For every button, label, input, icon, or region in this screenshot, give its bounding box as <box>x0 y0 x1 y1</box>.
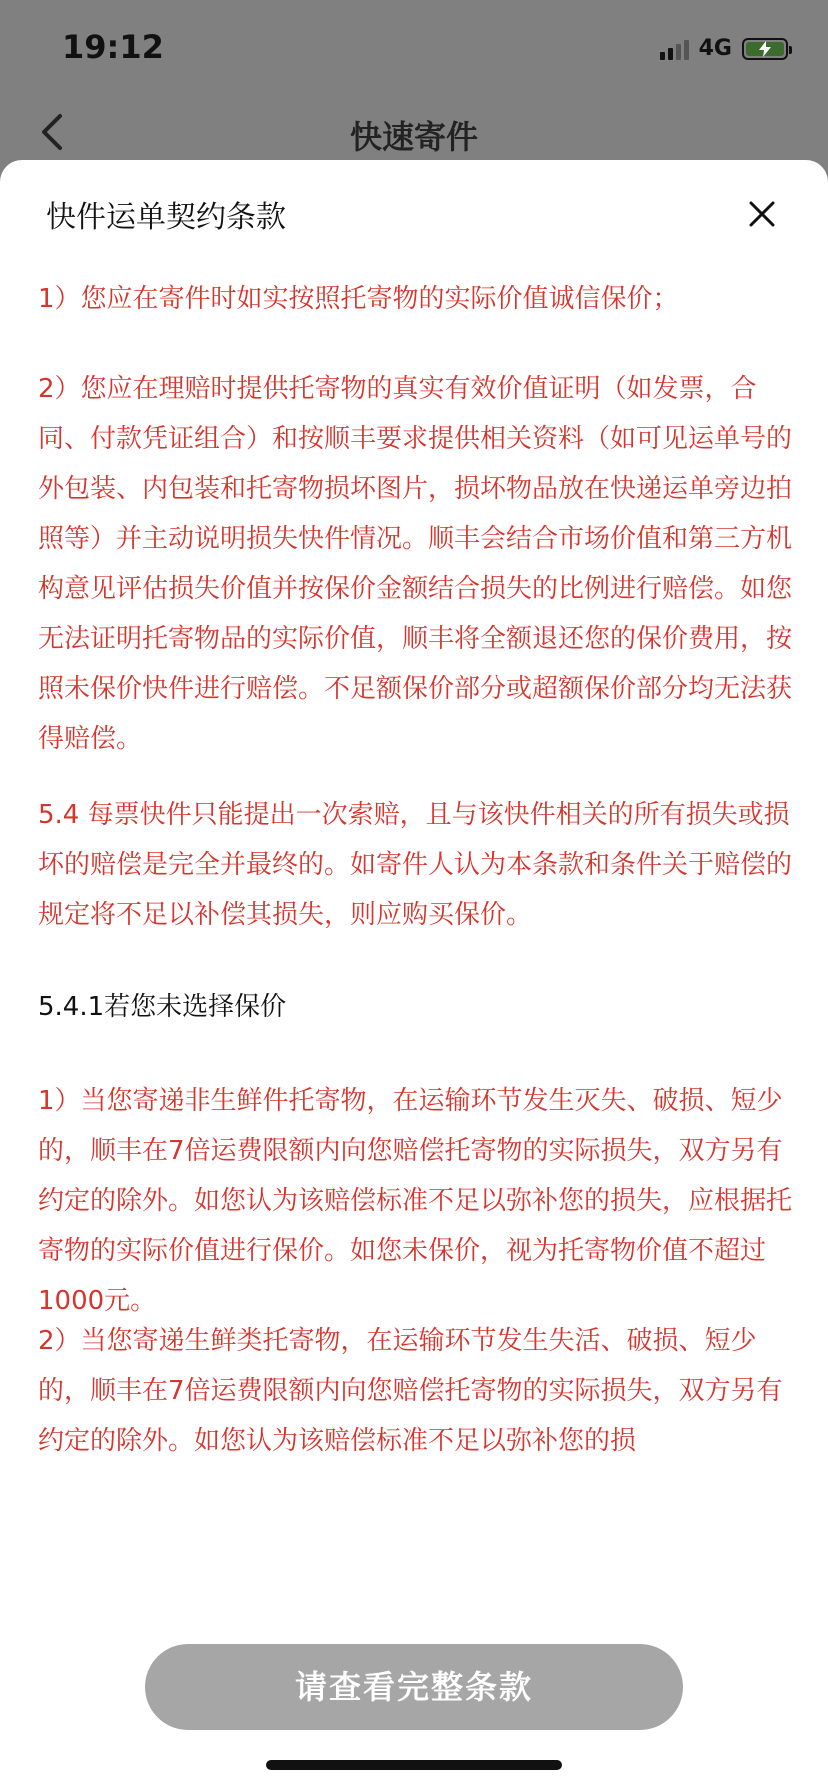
status-bar <box>0 0 828 100</box>
terms-paragraph: 2）当您寄递生鲜类托寄物，在运输环节发生失活、破损、短少的，顺丰在7倍运费限额内向您赔偿托寄物的实际损失，双方另有约定的除外。如您认为该赔偿标准不足以弥补您的损 <box>38 1326 783 1456</box>
terms-paragraph: 5.4 每票快件只能提出一次索赔，且与该快件相关的所有损失或损坏的赔偿是完全并最终的。如寄件人认为本条款和条件关于赔偿的规定将不足以补偿其损失，则应购买保价。 <box>38 800 793 930</box>
terms-paragraph: 1）当您寄递非生鲜件托寄物，在运输环节发生灭失、破损、短少的，顺丰在7倍运费限额内向您赔偿托寄物的实际损失，双方另有约定的除外。如您认为该赔偿标准不足以弥补您的损失，应根据托寄物的实际价值进行保价。如您未保价，视为托寄物价值不超过1000元。 <box>38 1086 793 1316</box>
status-indicators <box>660 36 788 61</box>
terms-content[interactable] <box>38 270 798 1792</box>
terms-section-heading: 5.4.1若您未选择保价 <box>38 992 287 1022</box>
close-icon[interactable] <box>746 198 778 230</box>
status-time: 19:12 <box>62 28 164 66</box>
network-type: 4G <box>698 36 732 61</box>
view-full-terms-button[interactable]: 请查看完整条款 <box>145 1644 683 1730</box>
home-indicator <box>266 1760 562 1770</box>
terms-paragraph: 1）您应在寄件时如实按照托寄物的实际价值诚信保价； <box>38 284 679 314</box>
terms-sheet <box>0 160 828 1792</box>
sheet-title: 快件运单契约条款 <box>46 200 286 235</box>
signal-icon <box>660 38 689 60</box>
sheet-header <box>0 160 828 270</box>
nav-title: 快速寄件 <box>349 118 478 156</box>
terms-paragraph: 2）您应在理赔时提供托寄物的真实有效价值证明（如发票，合同、付款凭证组合）和按顺丰要求提供相关资料（如可见运单号的外包装、内包装和托寄物损坏图片，损坏物品放在快递运单旁边拍照等）并主动说明损失快件情况。顺丰会结合市场价值和第三方机构意见评估损失价值并按保价金额结合损失的比例进行赔偿。如您无法证明托寄物品的实际价值，顺丰将全额退还您的保价费用，按照未保价快件进行赔偿。不足额保价部分或超额保价部分均无法获得赔偿。 <box>38 374 793 754</box>
nav-bar <box>0 100 828 160</box>
battery-charging-icon <box>742 38 788 60</box>
